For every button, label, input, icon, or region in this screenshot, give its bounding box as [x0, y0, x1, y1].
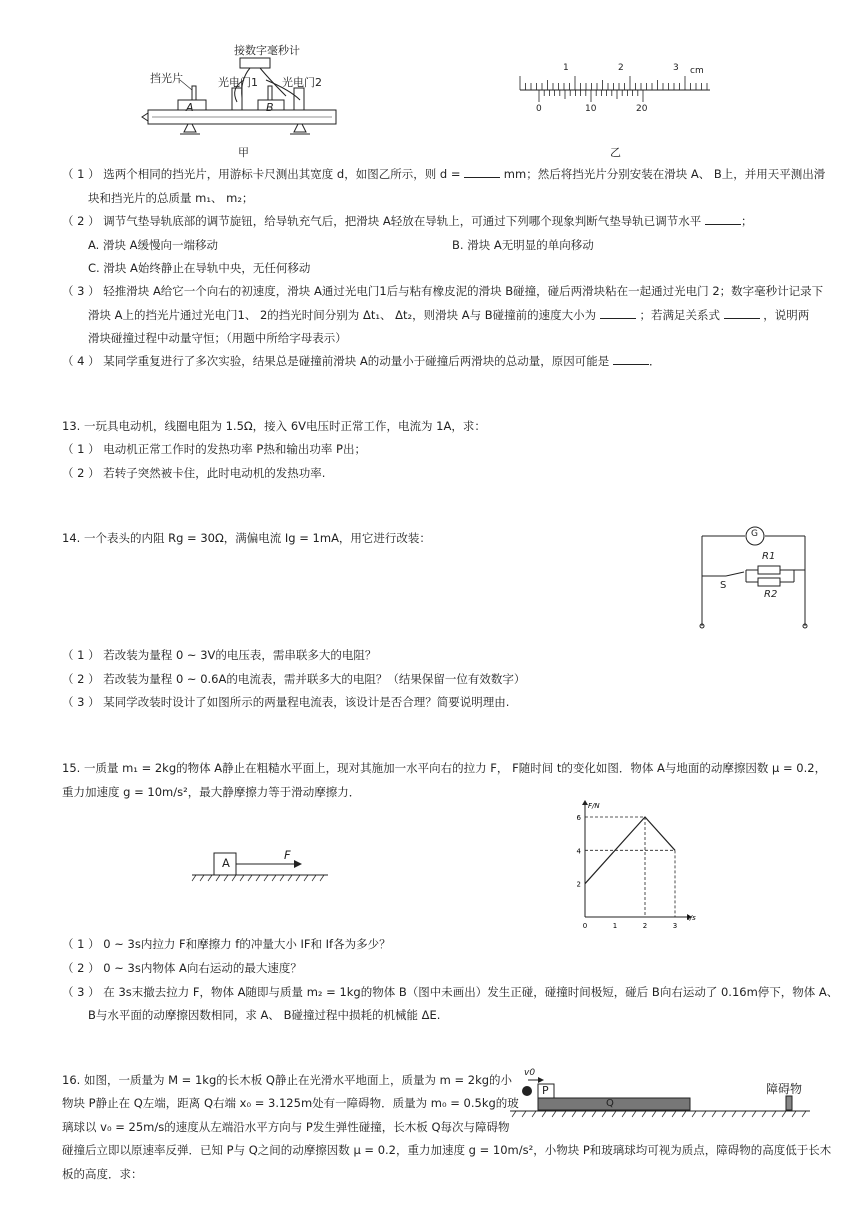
q16-line4: 碰撞后立即以原速率反弹．已知 P与 Q之间的动摩擦因数 μ = 0.2，重力加速度 g = 10m/s²，小物块 P和玻璃球均可视为质点，障碍物的高度低于长木	[62, 1143, 832, 1157]
q14-part3: （ 3 ） 某同学改装时设计了如图所示的两量程电流表，该设计是否合理？简要说明理由.	[62, 695, 510, 709]
galvanometer-label: G	[751, 529, 758, 539]
q12-part1	[62, 166, 825, 182]
q13-part2: （ 2 ） 若转子突然被卡住，此时电动机的发热功率.	[62, 466, 326, 480]
q14-stem: 14. 一个表头的内阻 Rg = 30Ω，满偏电流 Ig = 1mA，用它进行改装：	[62, 531, 431, 545]
q16-line2: 物块 P静止在 Q左端，距离 Q右端 x₀ = 3.125m处有一障碍物．质量为 m₀ = 0.5kg的玻	[62, 1096, 519, 1110]
vernier-tick-0: 0	[536, 104, 542, 114]
q15-part3-cont: B与水平面的动摩擦因数相同，求 A、 B碰撞过程中损耗的机械能 ΔE.	[88, 1008, 441, 1022]
answer-blank	[705, 213, 741, 225]
force-time-chart	[560, 800, 700, 935]
q15-stem: 15. 一质量 m₁ = 2kg的物体 A静止在粗糙水平面上，现对其施加一水平向右的拉力 F， F随时间 t的变化如图．物体 A与地面的动摩擦因数 μ = 0.2，	[62, 761, 827, 775]
p-label: P	[542, 1084, 549, 1097]
ruler-tick-2: 2	[618, 63, 624, 73]
block-b-label: B	[266, 101, 274, 114]
block-a-label: A	[186, 101, 194, 114]
q15-part1: （ 1 ） 0 ~ 3s内拉力 F和摩擦力 f的冲量大小 IF和 If各为多少？	[62, 937, 391, 951]
q12-option-c: C. 滑块 A始终静止在导轨中央，无任何移动	[88, 261, 311, 275]
v0-label: v0	[524, 1068, 536, 1078]
y-axis-label: F/N	[588, 802, 600, 810]
q15-stem-cont: 重力加速度 g = 10m/s²，最大静摩擦力等于滑动摩擦力．	[62, 785, 361, 799]
q-label: Q	[606, 1098, 614, 1109]
ruler-unit: cm	[690, 66, 704, 76]
q15-part3: （ 3 ） 在 3s末撤去拉力 F，物体 A随即与质量 m₂ = 1kg的物体 B（图中未画出）发生正碰，碰撞时间极短，碰后 B向右运动了 0.16m停下，物体 A、	[62, 985, 839, 999]
q14-part2: （ 2 ） 若改装为量程 0 ~ 0.6A的电流表，需并联多大的电阻？（结果保留一位有效数字）	[62, 672, 526, 686]
block-force-figure	[190, 845, 330, 885]
answer-blank	[464, 166, 500, 178]
q16-line5: 板的高度．求：	[62, 1167, 143, 1181]
q12-part3-cont2: 滑块碰撞过程中动量守恒；（用题中所给字母表示）	[88, 331, 347, 345]
q12-p3-text-2: ；若满足关系式	[639, 308, 720, 322]
ruler-tick-3: 3	[673, 63, 679, 73]
vernier-tick-10: 10	[585, 104, 597, 114]
q12-option-a: A. 滑块 A缓慢向一端移动	[88, 238, 218, 252]
switch-label: S	[720, 580, 727, 591]
y-tick-label: 2	[576, 880, 581, 889]
q13-part1: （ 1 ） 电动机正常工作时的发热功率 P热和输出功率 P出；	[62, 442, 366, 456]
y-tick-label: 6	[576, 814, 581, 822]
q12-p2-text: （ 2 ） 调节气垫导轨底部的调节旋钮，给导轨充气后，把滑块 A轻放在导轨上，可通过下列哪个现象判断气垫导轨已调节水平	[62, 214, 702, 228]
q12-part3: （ 3 ） 轻推滑块 A给它一个向右的初速度，滑块 A通过光电门1后与粘有橡皮泥的滑块 B碰撞，碰后两滑块粘在一起通过光电门 2；数字毫秒计记录下	[62, 284, 824, 298]
obstacle-label: 障碍物	[766, 1082, 803, 1096]
x-tick-label: 1	[612, 922, 618, 930]
x-tick-label: 3	[672, 922, 678, 930]
q12-p4-text: （ 4 ） 某同学重复进行了多次实验，结果总是碰撞前滑块 A的动量小于碰撞后两滑块的总动量，原因可能是	[62, 354, 610, 368]
y-tick-label: 4	[576, 847, 581, 856]
q12-p3-text-3: ，说明两	[763, 308, 810, 322]
shade-label: 挡光片	[150, 72, 183, 85]
q15-part2: （ 2 ） 0 ~ 3s内物体 A向右运动的最大速度？	[62, 961, 302, 975]
r2-label: R2	[764, 589, 778, 600]
q12-part1-cont: 块和挡光片的总质量 m₁、 m₂；	[88, 191, 254, 205]
q12-p1-text: （ 1 ） 选两个相同的挡光片，用游标卡尺测出其宽度 d，如图乙所示，则 d =	[62, 167, 461, 181]
answer-blank	[613, 353, 649, 365]
ruler-tick-1: 1	[563, 63, 569, 73]
vernier-tick-20: 20	[636, 104, 648, 114]
q14-part1: （ 1 ） 若改装为量程 0 ~ 3V的电压表，需串联多大的电阻？	[62, 648, 377, 662]
block-a-label: A	[222, 856, 230, 870]
x-tick-label: 2	[642, 922, 648, 930]
q12-p1-text-b: mm；然后将挡光片分别安装在滑块 A、 B上，并用天平测出滑	[503, 167, 826, 181]
caption-jia: 甲	[238, 146, 249, 159]
x-axis-label: t/s	[687, 914, 696, 922]
q12-part2: （ 2 ） 调节气垫导轨底部的调节旋钮，给导轨充气后，把滑块 A轻放在导轨上，可通过下列哪个现象判断气垫导轨已调节水平 ；	[62, 214, 753, 228]
q12-option-b: B. 滑块 A无明显的单向移动	[452, 238, 594, 252]
force-label: F	[284, 848, 291, 862]
q13-stem: 13. 一玩具电动机，线圈电阻为 1.5Ω，接入 6V电压时正常工作，电流为 1A，求：	[62, 419, 486, 433]
caption-yi: 乙	[610, 146, 621, 159]
vernier-figure	[515, 62, 715, 122]
gate1-label: 光电门1	[218, 76, 258, 89]
q12-p3-text-1: 滑块 A上的挡光片通过光电门1、 2的挡光时间分别为 Δt₁、 Δt₂，则滑块 A与 B碰撞前的速度大小为	[88, 308, 597, 322]
gate2-label: 光电门2	[282, 76, 322, 89]
meter-label: 接数字毫秒计	[234, 44, 300, 57]
q12-part4: （ 4 ） 某同学重复进行了多次实验，结果总是碰撞前滑块 A的动量小于碰撞后两滑块的总动量，原因可能是 ．	[62, 354, 661, 368]
board-obstacle-figure	[510, 1064, 810, 1124]
answer-blank	[600, 307, 636, 319]
r1-label: R1	[762, 551, 776, 562]
q16-line3: 璃球以 v₀ = 25m/s的速度从左端沿水平方向与 P发生弹性碰撞，长木板 Q每次与障碍物	[62, 1120, 510, 1134]
q16-line1: 16. 如图，一质量为 M = 1kg的长木板 Q静止在光滑水平地面上，质量为 m = 2kg的小	[62, 1073, 513, 1087]
answer-blank	[724, 307, 760, 319]
q12-part3-cont	[88, 307, 809, 323]
x-tick-label: 0	[582, 922, 588, 930]
